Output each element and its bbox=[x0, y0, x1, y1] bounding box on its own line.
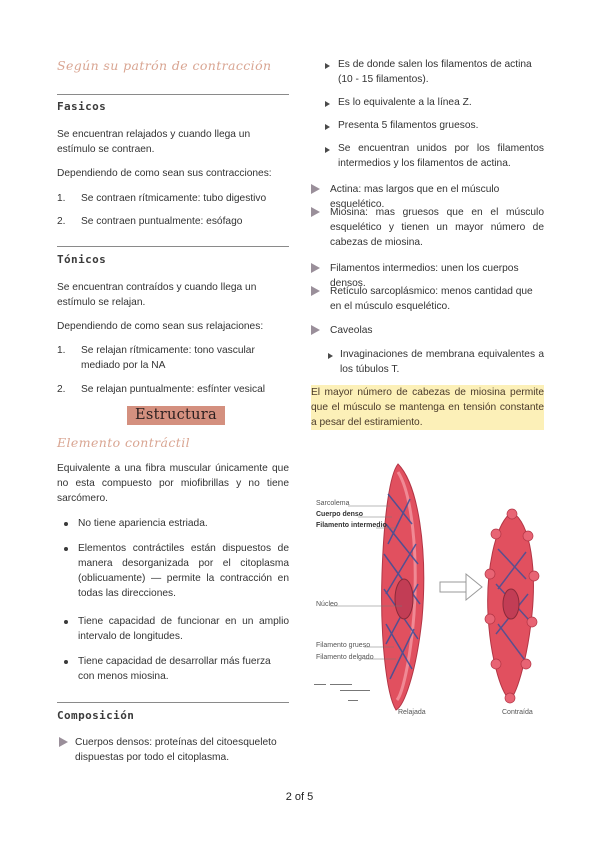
arrow-bullet-icon bbox=[311, 325, 320, 335]
sub-bullet-icon bbox=[325, 63, 330, 69]
transition-arrow-icon bbox=[440, 574, 482, 600]
sub-bullet-icon bbox=[325, 124, 330, 130]
smooth-muscle-figure bbox=[300, 454, 546, 722]
heading-composicion: Composición bbox=[57, 709, 135, 722]
bullet-dot bbox=[64, 547, 68, 551]
heading-fasicos: Fasicos bbox=[57, 100, 107, 113]
list-text: Se relajan rítmicamente: tono vascular mediado por la NA bbox=[81, 345, 255, 371]
elemento-paragraph: Equivalente a una fibra muscular únicamente que no esta compuesto por miofibrillas y no tiene sarcómero. bbox=[57, 463, 289, 504]
bullet-dot bbox=[64, 522, 68, 526]
arrow-item: Filamentos intermedios: unen los cuerpos densos. bbox=[330, 263, 519, 289]
list-item bbox=[57, 214, 289, 229]
list-number: 1. bbox=[57, 345, 66, 356]
relaxed-cell-shape bbox=[382, 464, 424, 710]
highlight-note: El mayor número de cabezas de miosina permite que el músculo se mantenga en tensión constante a pesar del estiramiento. bbox=[311, 387, 544, 428]
list-number: 2. bbox=[57, 216, 66, 227]
list-item bbox=[57, 343, 289, 373]
elemento-title: Elemento contráctil bbox=[57, 435, 190, 450]
figure-caption-relaxed: Relajada bbox=[398, 709, 426, 716]
figure-label: Sarcolema bbox=[316, 500, 350, 507]
sub-bullet-icon bbox=[325, 101, 330, 107]
list-item bbox=[57, 382, 289, 397]
arrow-bullet-icon bbox=[311, 207, 320, 217]
tonicos-paragraph-2: Dependiendo de como sean sus relajaciones: bbox=[57, 321, 264, 332]
contracted-cell-shape bbox=[485, 509, 539, 703]
heading-tonicos: Tónicos bbox=[57, 253, 107, 266]
section-title: Según su patrón de contracción bbox=[57, 58, 272, 73]
sub-bullet-text: Es lo equivalente a la línea Z. bbox=[338, 97, 472, 108]
sub-bullet-text: Es de donde salen los filamentos de actina (10 - 15 filamentos). bbox=[338, 59, 532, 85]
divider bbox=[57, 94, 289, 95]
figure-label: Cuerpo denso bbox=[316, 511, 364, 518]
sub-bullet-text: Presenta 5 filamentos gruesos. bbox=[338, 120, 479, 131]
sub-bullet-text: Se encuentran unidos por los filamentos intermedios y los filamentos de actina. bbox=[338, 143, 544, 169]
figure-label: Núcleo bbox=[316, 601, 338, 608]
fasicos-paragraph-2: Dependiendo de como sean sus contracciones: bbox=[57, 168, 272, 179]
sub-bullet-icon bbox=[328, 353, 333, 359]
list-text: Se contraen rítmicamente: tubo digestivo bbox=[81, 193, 267, 204]
arrow-bullet-icon bbox=[311, 184, 320, 194]
bullet-text: Tiene capacidad de desarrollar más fuerza con menos miosina. bbox=[78, 656, 271, 682]
divider bbox=[57, 246, 289, 247]
figure-caption-contracted: Contraída bbox=[502, 709, 533, 716]
page-number: 2 of 5 bbox=[285, 791, 314, 803]
bullet-dot bbox=[64, 620, 68, 624]
sub-bullet-icon bbox=[325, 147, 330, 153]
figure-label: Filamento delgado bbox=[316, 654, 374, 661]
list-text: Se contraen puntualmente: esófago bbox=[81, 216, 243, 227]
arrow-bullet-icon bbox=[311, 263, 320, 273]
tonicos-paragraph: Se encuentran contraídos y cuando llega un estímulo se relajan. bbox=[57, 282, 257, 308]
arrow-item: Actina: mas largos que en el músculo esquelético. bbox=[330, 184, 500, 210]
divider bbox=[57, 702, 289, 703]
arrow-item: Caveolas bbox=[330, 325, 373, 336]
caveolas-sub: Invaginaciones de membrana equivalentes a los túbulos T. bbox=[340, 349, 544, 375]
list-text: Se relajan puntualmente: esfínter vesical bbox=[81, 384, 266, 395]
list-number: 1. bbox=[57, 193, 66, 204]
fasicos-paragraph: Se encuentran relajados y cuando llega un estímulo se contraen. bbox=[57, 129, 251, 155]
arrow-bullet-icon bbox=[311, 286, 320, 296]
composicion-item: Cuerpos densos: proteínas del citoesqueleto dispuestas por todo el citoplasma. bbox=[75, 737, 277, 763]
list-number: 2. bbox=[57, 384, 66, 395]
bullet-text: No tiene apariencia estriada. bbox=[78, 518, 208, 529]
figure-label: Filamento grueso bbox=[316, 642, 371, 649]
estructura-heading: Estructura bbox=[127, 406, 225, 425]
bullet-text: Tiene capacidad de funcionar en un amplio intervalo de longitudes. bbox=[78, 616, 289, 642]
muscle-cell-illustration bbox=[300, 454, 546, 722]
bullet-dot bbox=[64, 660, 68, 664]
arrow-bullet-icon bbox=[59, 737, 68, 747]
arrow-item: Miosina: mas gruesos que en el músculo esquelético y tienen un mayor número de cabezas de miosina. bbox=[330, 207, 544, 248]
list-item bbox=[57, 191, 289, 206]
arrow-item: Retículo sarcoplásmico: menos cantidad que en el músculo esquelético. bbox=[330, 286, 533, 312]
bullet-text: Elementos contráctiles están dispuestos de manera desorganizada por el citoplasma (oblicuamente) — permite la contracción en todas las direcciones. bbox=[78, 543, 289, 599]
figure-label: Filamento intermedio bbox=[316, 522, 387, 529]
